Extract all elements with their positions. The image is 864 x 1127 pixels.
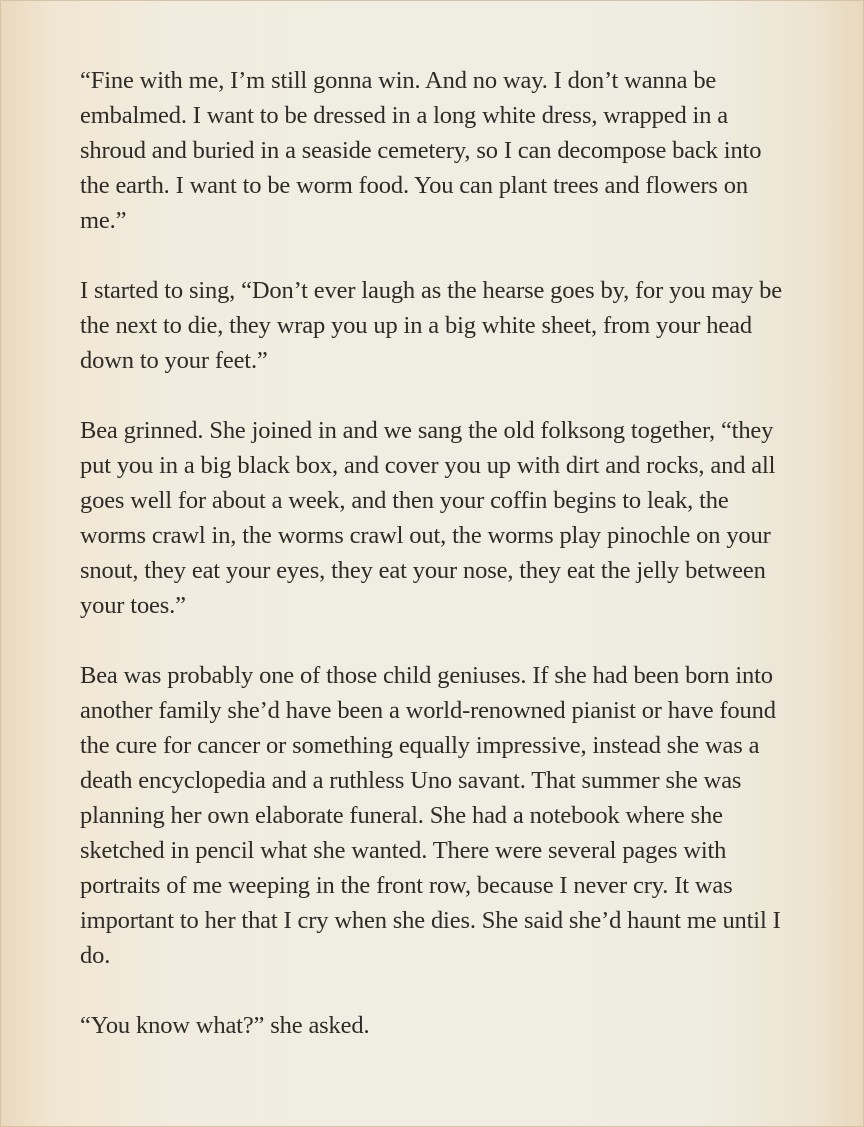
page-text-column bbox=[80, 63, 792, 1043]
paragraph-5: “You know what?” she asked. bbox=[80, 1012, 370, 1039]
paragraph-3: Bea grinned. She joined in and we sang the old folksong together, “they put you in a big black box, and cover you up with dirt and rocks, and all goes well for about a week, and then your coffin begins to leak, the worms crawl in, the worms crawl out, the worms play pinochle on your snout, they eat your eyes, they eat your nose, they eat the jelly between your toes.” bbox=[80, 417, 776, 619]
paragraph-4: Bea was probably one of those child geniuses. If she had been born into another family she’d have been a world-renowned pianist or have found the cure for cancer or something equally impressive, instead she was a death encyclopedia and a ruthless Uno savant. That summer she was planning her own elaborate funeral. She had a notebook where she sketched in pencil what she wanted. There were several pages with portraits of me weeping in the front row, because I never cry. It was important to her that I cry when she dies. She said she’d haunt me until I do. bbox=[80, 662, 781, 969]
paragraph-1: “Fine with me, I’m still gonna win. And no way. I don’t wanna be embalmed. I want to be dressed in a long white dress, wrapped in a shroud and buried in a seaside cemetery, so I can decompose back into the earth. I want to be worm food. You can plant trees and flowers on me.” bbox=[80, 67, 762, 234]
paragraph-2: I started to sing, “Don’t ever laugh as the hearse goes by, for you may be the next to die, they wrap you up in a big white sheet, from your head down to your feet.” bbox=[80, 277, 782, 374]
